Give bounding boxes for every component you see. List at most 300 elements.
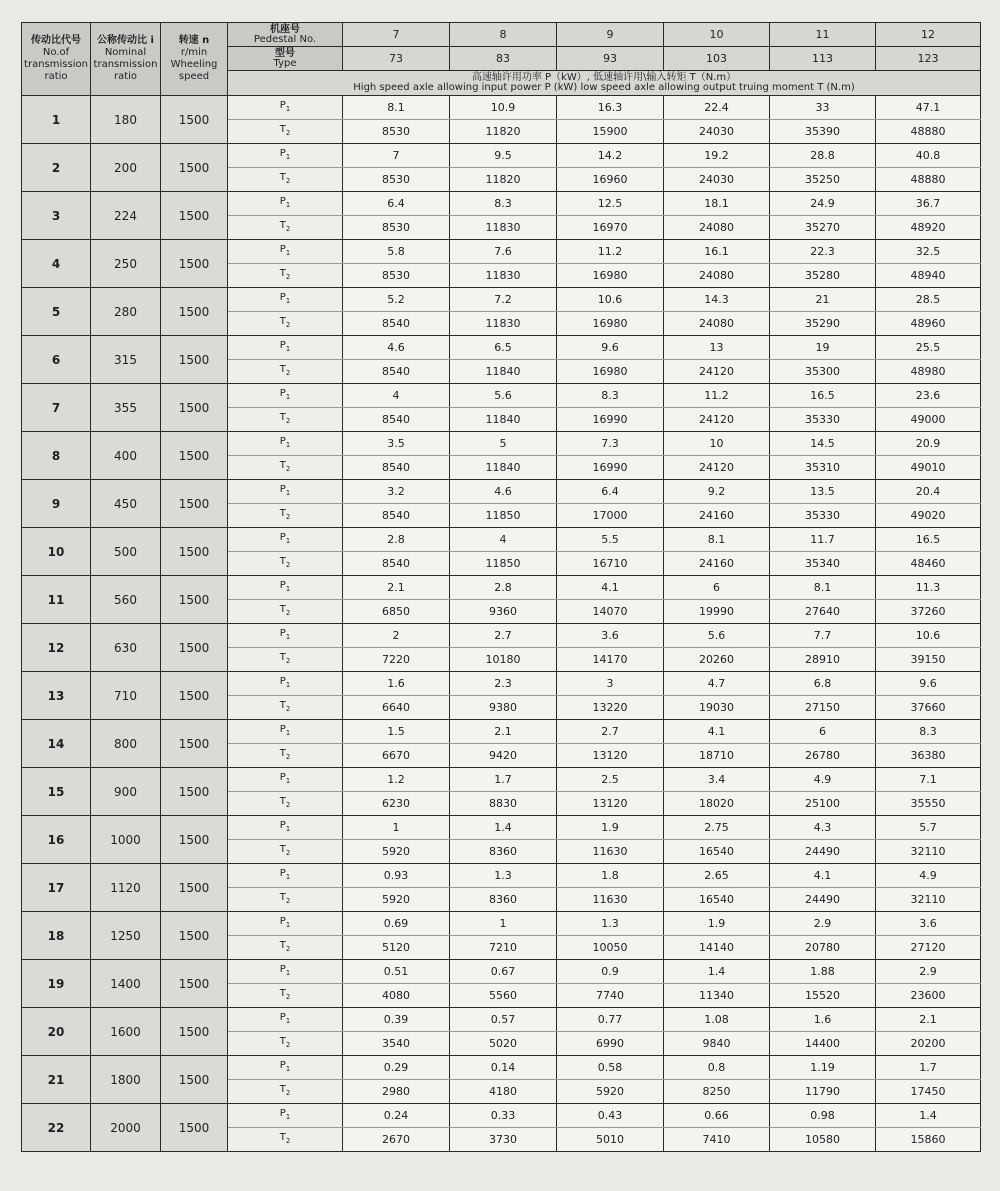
power-value-cell: 6.4 bbox=[343, 192, 450, 216]
power-value-cell: 0.8 bbox=[664, 1056, 770, 1080]
power-value-cell: 2.9 bbox=[770, 912, 876, 936]
torque-value-cell: 8540 bbox=[343, 360, 450, 384]
power-value-cell: 0.29 bbox=[343, 1056, 450, 1080]
p1-symbol bbox=[228, 1104, 343, 1128]
torque-value-cell: 7410 bbox=[664, 1128, 770, 1152]
p-symbol-sub: 1 bbox=[285, 1065, 291, 1073]
power-value-cell: 5.5 bbox=[557, 528, 664, 552]
transmission-no-cell: 5 bbox=[22, 288, 91, 336]
p1-symbol bbox=[228, 480, 343, 504]
speed-cell: 1500 bbox=[161, 1104, 228, 1152]
power-value-cell: 6 bbox=[770, 720, 876, 744]
t-symbol-letter: T bbox=[279, 844, 286, 855]
torque-value-cell: 35290 bbox=[770, 312, 876, 336]
transmission-no-cell: 12 bbox=[22, 624, 91, 672]
torque-value-cell: 14140 bbox=[664, 936, 770, 960]
torque-value-cell: 35250 bbox=[770, 168, 876, 192]
pedestal-no-cell: 12 bbox=[876, 23, 981, 47]
p-symbol-sub: 1 bbox=[285, 393, 291, 401]
p-symbol-sub: 1 bbox=[285, 1113, 291, 1121]
header-col3-cn: 转速 n bbox=[178, 35, 210, 46]
t-symbol-sub: 2 bbox=[285, 369, 291, 377]
torque-value-cell: 35330 bbox=[770, 504, 876, 528]
power-value-cell: 3.6 bbox=[557, 624, 664, 648]
transmission-no-cell: 15 bbox=[22, 768, 91, 816]
table-row bbox=[22, 240, 981, 264]
pedestal-no-cell: 7 bbox=[343, 23, 450, 47]
torque-value-cell: 19990 bbox=[664, 600, 770, 624]
ratio-cell: 1800 bbox=[91, 1056, 161, 1104]
ratio-cell: 1600 bbox=[91, 1008, 161, 1056]
power-value-cell: 4.9 bbox=[876, 864, 981, 888]
power-value-cell: 0.24 bbox=[343, 1104, 450, 1128]
table-row bbox=[22, 960, 981, 984]
header-transmission-no bbox=[22, 23, 91, 96]
t-symbol-sub: 2 bbox=[285, 945, 291, 953]
torque-value-cell: 16980 bbox=[557, 312, 664, 336]
power-value-cell: 14.2 bbox=[557, 144, 664, 168]
torque-value-cell: 48460 bbox=[876, 552, 981, 576]
type-cn: 型号 bbox=[275, 47, 295, 59]
p-symbol-sub: 1 bbox=[285, 249, 291, 257]
torque-value-cell: 9840 bbox=[664, 1032, 770, 1056]
power-value-cell: 13 bbox=[664, 336, 770, 360]
torque-value-cell: 9360 bbox=[450, 600, 557, 624]
t2-symbol bbox=[228, 552, 343, 576]
t-symbol-letter: T bbox=[279, 1132, 286, 1143]
header-col2-cn: 公称传动比 i bbox=[97, 35, 154, 46]
torque-value-cell: 24160 bbox=[664, 552, 770, 576]
t-symbol-sub: 2 bbox=[285, 513, 291, 521]
p-symbol-letter: P bbox=[279, 436, 286, 447]
torque-value-cell: 7740 bbox=[557, 984, 664, 1008]
power-value-cell: 9.6 bbox=[557, 336, 664, 360]
power-value-cell: 28.5 bbox=[876, 288, 981, 312]
torque-value-cell: 35550 bbox=[876, 792, 981, 816]
power-value-cell: 1.08 bbox=[664, 1008, 770, 1032]
t-symbol-letter: T bbox=[279, 508, 286, 519]
power-value-cell: 5.6 bbox=[664, 624, 770, 648]
transmission-no-cell: 17 bbox=[22, 864, 91, 912]
torque-value-cell: 26780 bbox=[770, 744, 876, 768]
torque-value-cell: 49000 bbox=[876, 408, 981, 432]
power-value-cell: 8.3 bbox=[557, 384, 664, 408]
p1-symbol bbox=[228, 624, 343, 648]
torque-value-cell: 37660 bbox=[876, 696, 981, 720]
t-symbol-sub: 2 bbox=[285, 1089, 291, 1097]
power-value-cell: 9.5 bbox=[450, 144, 557, 168]
power-value-cell: 47.1 bbox=[876, 96, 981, 120]
torque-value-cell: 17450 bbox=[876, 1080, 981, 1104]
t-symbol-letter: T bbox=[279, 412, 286, 423]
power-value-cell: 2.5 bbox=[557, 768, 664, 792]
power-value-cell: 4.6 bbox=[450, 480, 557, 504]
t-symbol-letter: T bbox=[279, 604, 286, 615]
transmission-no-cell: 20 bbox=[22, 1008, 91, 1056]
power-value-cell: 1.9 bbox=[664, 912, 770, 936]
power-value-cell: 4.6 bbox=[343, 336, 450, 360]
torque-value-cell: 10580 bbox=[770, 1128, 876, 1152]
power-value-cell: 2.1 bbox=[343, 576, 450, 600]
t-symbol-sub: 2 bbox=[285, 993, 291, 1001]
power-value-cell: 4.7 bbox=[664, 672, 770, 696]
torque-value-cell: 14170 bbox=[557, 648, 664, 672]
power-value-cell: 0.66 bbox=[664, 1104, 770, 1128]
torque-value-cell: 18020 bbox=[664, 792, 770, 816]
t-symbol-sub: 2 bbox=[285, 753, 291, 761]
speed-cell: 1500 bbox=[161, 144, 228, 192]
p-symbol-sub: 1 bbox=[285, 873, 291, 881]
t2-symbol bbox=[228, 1032, 343, 1056]
p1-symbol bbox=[228, 720, 343, 744]
torque-value-cell: 24120 bbox=[664, 456, 770, 480]
header-col2-en: Nominal transmission ratio bbox=[93, 47, 158, 82]
power-value-cell: 1.3 bbox=[450, 864, 557, 888]
speed-cell: 1500 bbox=[161, 336, 228, 384]
torque-value-cell: 9420 bbox=[450, 744, 557, 768]
table-row bbox=[22, 864, 981, 888]
p-symbol-letter: P bbox=[279, 292, 286, 303]
power-value-cell: 11.7 bbox=[770, 528, 876, 552]
power-value-cell: 2.8 bbox=[343, 528, 450, 552]
power-value-cell: 16.5 bbox=[876, 528, 981, 552]
power-value-cell: 11.2 bbox=[557, 240, 664, 264]
header-col3-unit: r/min bbox=[180, 47, 208, 58]
torque-value-cell: 24080 bbox=[664, 312, 770, 336]
p1-symbol bbox=[228, 384, 343, 408]
power-value-cell: 11.2 bbox=[664, 384, 770, 408]
p-symbol-sub: 1 bbox=[285, 921, 291, 929]
torque-value-cell: 13120 bbox=[557, 792, 664, 816]
torque-value-cell: 49010 bbox=[876, 456, 981, 480]
torque-value-cell: 48960 bbox=[876, 312, 981, 336]
torque-value-cell: 16540 bbox=[664, 840, 770, 864]
header-wheeling-speed bbox=[161, 23, 228, 96]
torque-value-cell: 35390 bbox=[770, 120, 876, 144]
torque-value-cell: 11850 bbox=[450, 504, 557, 528]
power-value-cell: 1.4 bbox=[876, 1104, 981, 1128]
torque-value-cell: 48980 bbox=[876, 360, 981, 384]
speed-cell: 1500 bbox=[161, 912, 228, 960]
power-value-cell: 6 bbox=[664, 576, 770, 600]
table-row bbox=[22, 624, 981, 648]
power-value-cell: 22.3 bbox=[770, 240, 876, 264]
transmission-no-cell: 18 bbox=[22, 912, 91, 960]
power-value-cell: 19.2 bbox=[664, 144, 770, 168]
speed-cell: 1500 bbox=[161, 816, 228, 864]
p1-symbol bbox=[228, 432, 343, 456]
p-symbol-letter: P bbox=[279, 148, 286, 159]
t2-symbol bbox=[228, 792, 343, 816]
torque-value-cell: 5010 bbox=[557, 1128, 664, 1152]
torque-value-cell: 27120 bbox=[876, 936, 981, 960]
t-symbol-sub: 2 bbox=[285, 177, 291, 185]
transmission-no-cell: 1 bbox=[22, 96, 91, 144]
power-value-cell: 14.3 bbox=[664, 288, 770, 312]
torque-value-cell: 10050 bbox=[557, 936, 664, 960]
power-value-cell: 4.9 bbox=[770, 768, 876, 792]
torque-value-cell: 16710 bbox=[557, 552, 664, 576]
power-value-cell: 36.7 bbox=[876, 192, 981, 216]
power-value-cell: 7 bbox=[343, 144, 450, 168]
power-value-cell: 25.5 bbox=[876, 336, 981, 360]
t-symbol-letter: T bbox=[279, 556, 286, 567]
power-value-cell: 1.4 bbox=[450, 816, 557, 840]
power-value-cell: 33 bbox=[770, 96, 876, 120]
power-value-cell: 1.2 bbox=[343, 768, 450, 792]
power-value-cell: 5.2 bbox=[343, 288, 450, 312]
p-symbol-letter: P bbox=[279, 868, 286, 879]
torque-value-cell: 15520 bbox=[770, 984, 876, 1008]
t-symbol-letter: T bbox=[279, 364, 286, 375]
t2-symbol bbox=[228, 648, 343, 672]
torque-value-cell: 16990 bbox=[557, 408, 664, 432]
torque-value-cell: 14070 bbox=[557, 600, 664, 624]
power-value-cell: 2.3 bbox=[450, 672, 557, 696]
torque-value-cell: 6230 bbox=[343, 792, 450, 816]
torque-value-cell: 8830 bbox=[450, 792, 557, 816]
p1-symbol bbox=[228, 576, 343, 600]
power-value-cell: 10.6 bbox=[557, 288, 664, 312]
torque-value-cell: 5920 bbox=[557, 1080, 664, 1104]
torque-value-cell: 35270 bbox=[770, 216, 876, 240]
power-value-cell: 20.4 bbox=[876, 480, 981, 504]
p1-symbol bbox=[228, 144, 343, 168]
power-value-cell: 0.14 bbox=[450, 1056, 557, 1080]
power-value-cell: 18.1 bbox=[664, 192, 770, 216]
torque-value-cell: 3730 bbox=[450, 1128, 557, 1152]
t2-symbol bbox=[228, 216, 343, 240]
torque-value-cell: 48920 bbox=[876, 216, 981, 240]
power-value-cell: 0.69 bbox=[343, 912, 450, 936]
torque-value-cell: 24080 bbox=[664, 264, 770, 288]
torque-value-cell: 9380 bbox=[450, 696, 557, 720]
p-symbol-sub: 1 bbox=[285, 489, 291, 497]
p-symbol-letter: P bbox=[279, 1108, 286, 1119]
power-value-cell: 5 bbox=[450, 432, 557, 456]
t-symbol-sub: 2 bbox=[285, 801, 291, 809]
torque-value-cell: 3540 bbox=[343, 1032, 450, 1056]
t-symbol-sub: 2 bbox=[285, 465, 291, 473]
ratio-cell: 180 bbox=[91, 96, 161, 144]
power-value-cell: 7.3 bbox=[557, 432, 664, 456]
p1-symbol bbox=[228, 96, 343, 120]
p1-symbol bbox=[228, 192, 343, 216]
p-symbol-sub: 1 bbox=[285, 777, 291, 785]
t2-symbol bbox=[228, 600, 343, 624]
type-cell: 123 bbox=[876, 47, 981, 71]
power-value-cell: 21 bbox=[770, 288, 876, 312]
p-symbol-sub: 1 bbox=[285, 969, 291, 977]
torque-value-cell: 8540 bbox=[343, 552, 450, 576]
torque-value-cell: 11820 bbox=[450, 120, 557, 144]
ratio-cell: 280 bbox=[91, 288, 161, 336]
pedestal-cn: 机座号 bbox=[270, 23, 300, 35]
p-symbol-letter: P bbox=[279, 916, 286, 927]
type-en: Type bbox=[273, 57, 297, 69]
pedestal-no-cell: 11 bbox=[770, 23, 876, 47]
power-value-cell: 8.3 bbox=[450, 192, 557, 216]
power-value-cell: 1.5 bbox=[343, 720, 450, 744]
p1-symbol bbox=[228, 240, 343, 264]
reducer-spec-table bbox=[21, 22, 981, 1152]
torque-value-cell: 6640 bbox=[343, 696, 450, 720]
t-symbol-sub: 2 bbox=[285, 273, 291, 281]
torque-value-cell: 8530 bbox=[343, 216, 450, 240]
p-symbol-letter: P bbox=[279, 484, 286, 495]
power-value-cell: 28.8 bbox=[770, 144, 876, 168]
header-power-torque-note bbox=[228, 71, 981, 96]
table-row bbox=[22, 672, 981, 696]
t2-symbol bbox=[228, 840, 343, 864]
t-symbol-sub: 2 bbox=[285, 1041, 291, 1049]
torque-value-cell: 49020 bbox=[876, 504, 981, 528]
torque-value-cell: 35310 bbox=[770, 456, 876, 480]
power-value-cell: 13.5 bbox=[770, 480, 876, 504]
table-row bbox=[22, 192, 981, 216]
torque-value-cell: 18710 bbox=[664, 744, 770, 768]
torque-value-cell: 48880 bbox=[876, 168, 981, 192]
t-symbol-sub: 2 bbox=[285, 417, 291, 425]
speed-cell: 1500 bbox=[161, 960, 228, 1008]
table-row bbox=[22, 528, 981, 552]
power-value-cell: 19 bbox=[770, 336, 876, 360]
p-symbol-letter: P bbox=[279, 772, 286, 783]
transmission-no-cell: 10 bbox=[22, 528, 91, 576]
torque-value-cell: 11630 bbox=[557, 888, 664, 912]
torque-value-cell: 5920 bbox=[343, 888, 450, 912]
torque-value-cell: 8530 bbox=[343, 168, 450, 192]
torque-value-cell: 2670 bbox=[343, 1128, 450, 1152]
ratio-cell: 560 bbox=[91, 576, 161, 624]
ratio-cell: 224 bbox=[91, 192, 161, 240]
torque-value-cell: 24080 bbox=[664, 216, 770, 240]
transmission-no-cell: 6 bbox=[22, 336, 91, 384]
type-cell: 93 bbox=[557, 47, 664, 71]
transmission-no-cell: 3 bbox=[22, 192, 91, 240]
power-value-cell: 2.65 bbox=[664, 864, 770, 888]
t-symbol-letter: T bbox=[279, 316, 286, 327]
torque-value-cell: 24120 bbox=[664, 408, 770, 432]
t-symbol-letter: T bbox=[279, 652, 286, 663]
type-cell: 103 bbox=[664, 47, 770, 71]
torque-value-cell: 48940 bbox=[876, 264, 981, 288]
power-value-cell: 10 bbox=[664, 432, 770, 456]
power-value-cell: 2.7 bbox=[557, 720, 664, 744]
speed-cell: 1500 bbox=[161, 528, 228, 576]
power-value-cell: 6.8 bbox=[770, 672, 876, 696]
power-value-cell: 3.5 bbox=[343, 432, 450, 456]
power-value-cell: 2 bbox=[343, 624, 450, 648]
torque-value-cell: 27640 bbox=[770, 600, 876, 624]
speed-cell: 1500 bbox=[161, 864, 228, 912]
torque-value-cell: 20260 bbox=[664, 648, 770, 672]
torque-value-cell: 11790 bbox=[770, 1080, 876, 1104]
torque-value-cell: 8540 bbox=[343, 456, 450, 480]
torque-value-cell: 39150 bbox=[876, 648, 981, 672]
power-value-cell: 16.5 bbox=[770, 384, 876, 408]
p-symbol-sub: 1 bbox=[285, 825, 291, 833]
torque-value-cell: 32110 bbox=[876, 888, 981, 912]
p-symbol-letter: P bbox=[279, 100, 286, 111]
power-value-cell: 20.9 bbox=[876, 432, 981, 456]
speed-cell: 1500 bbox=[161, 720, 228, 768]
power-value-cell: 6.4 bbox=[557, 480, 664, 504]
power-value-cell: 1.6 bbox=[770, 1008, 876, 1032]
p-symbol-sub: 1 bbox=[285, 153, 291, 161]
table-row bbox=[22, 288, 981, 312]
t-symbol-sub: 2 bbox=[285, 225, 291, 233]
t-symbol-letter: T bbox=[279, 460, 286, 471]
table-body bbox=[22, 96, 981, 1152]
p1-symbol bbox=[228, 960, 343, 984]
torque-value-cell: 16540 bbox=[664, 888, 770, 912]
table-row bbox=[22, 384, 981, 408]
t2-symbol bbox=[228, 312, 343, 336]
torque-value-cell: 14400 bbox=[770, 1032, 876, 1056]
p-symbol-letter: P bbox=[279, 964, 286, 975]
speed-cell: 1500 bbox=[161, 240, 228, 288]
power-value-cell: 4.3 bbox=[770, 816, 876, 840]
p-symbol-sub: 1 bbox=[285, 297, 291, 305]
t-symbol-letter: T bbox=[279, 124, 286, 135]
table-row bbox=[22, 576, 981, 600]
p1-symbol bbox=[228, 1008, 343, 1032]
transmission-no-cell: 13 bbox=[22, 672, 91, 720]
t2-symbol bbox=[228, 936, 343, 960]
speed-cell: 1500 bbox=[161, 480, 228, 528]
torque-value-cell: 15860 bbox=[876, 1128, 981, 1152]
torque-value-cell: 11340 bbox=[664, 984, 770, 1008]
table-row bbox=[22, 1008, 981, 1032]
t-symbol-letter: T bbox=[279, 988, 286, 999]
p1-symbol bbox=[228, 1056, 343, 1080]
t2-symbol bbox=[228, 984, 343, 1008]
header-pedestal-label bbox=[228, 23, 343, 47]
power-value-cell: 1.4 bbox=[664, 960, 770, 984]
torque-value-cell: 35340 bbox=[770, 552, 876, 576]
p-symbol-letter: P bbox=[279, 1012, 286, 1023]
torque-value-cell: 24120 bbox=[664, 360, 770, 384]
t2-symbol bbox=[228, 408, 343, 432]
torque-value-cell: 6990 bbox=[557, 1032, 664, 1056]
torque-value-cell: 13220 bbox=[557, 696, 664, 720]
power-value-cell: 8.1 bbox=[770, 576, 876, 600]
t-symbol-letter: T bbox=[279, 796, 286, 807]
torque-value-cell: 20780 bbox=[770, 936, 876, 960]
power-value-cell: 1.19 bbox=[770, 1056, 876, 1080]
power-value-cell: 1.88 bbox=[770, 960, 876, 984]
table-row bbox=[22, 1056, 981, 1080]
torque-value-cell: 16990 bbox=[557, 456, 664, 480]
p-symbol-sub: 1 bbox=[285, 105, 291, 113]
power-value-cell: 16.1 bbox=[664, 240, 770, 264]
power-value-cell: 7.2 bbox=[450, 288, 557, 312]
torque-value-cell: 5020 bbox=[450, 1032, 557, 1056]
table-row bbox=[22, 720, 981, 744]
header-nominal-ratio bbox=[91, 23, 161, 96]
p1-symbol bbox=[228, 816, 343, 840]
power-value-cell: 1.9 bbox=[557, 816, 664, 840]
torque-value-cell: 16970 bbox=[557, 216, 664, 240]
t2-symbol bbox=[228, 360, 343, 384]
ratio-cell: 1400 bbox=[91, 960, 161, 1008]
ratio-cell: 1120 bbox=[91, 864, 161, 912]
torque-value-cell: 11850 bbox=[450, 552, 557, 576]
torque-value-cell: 5920 bbox=[343, 840, 450, 864]
p-symbol-sub: 1 bbox=[285, 729, 291, 737]
p-symbol-letter: P bbox=[279, 532, 286, 543]
